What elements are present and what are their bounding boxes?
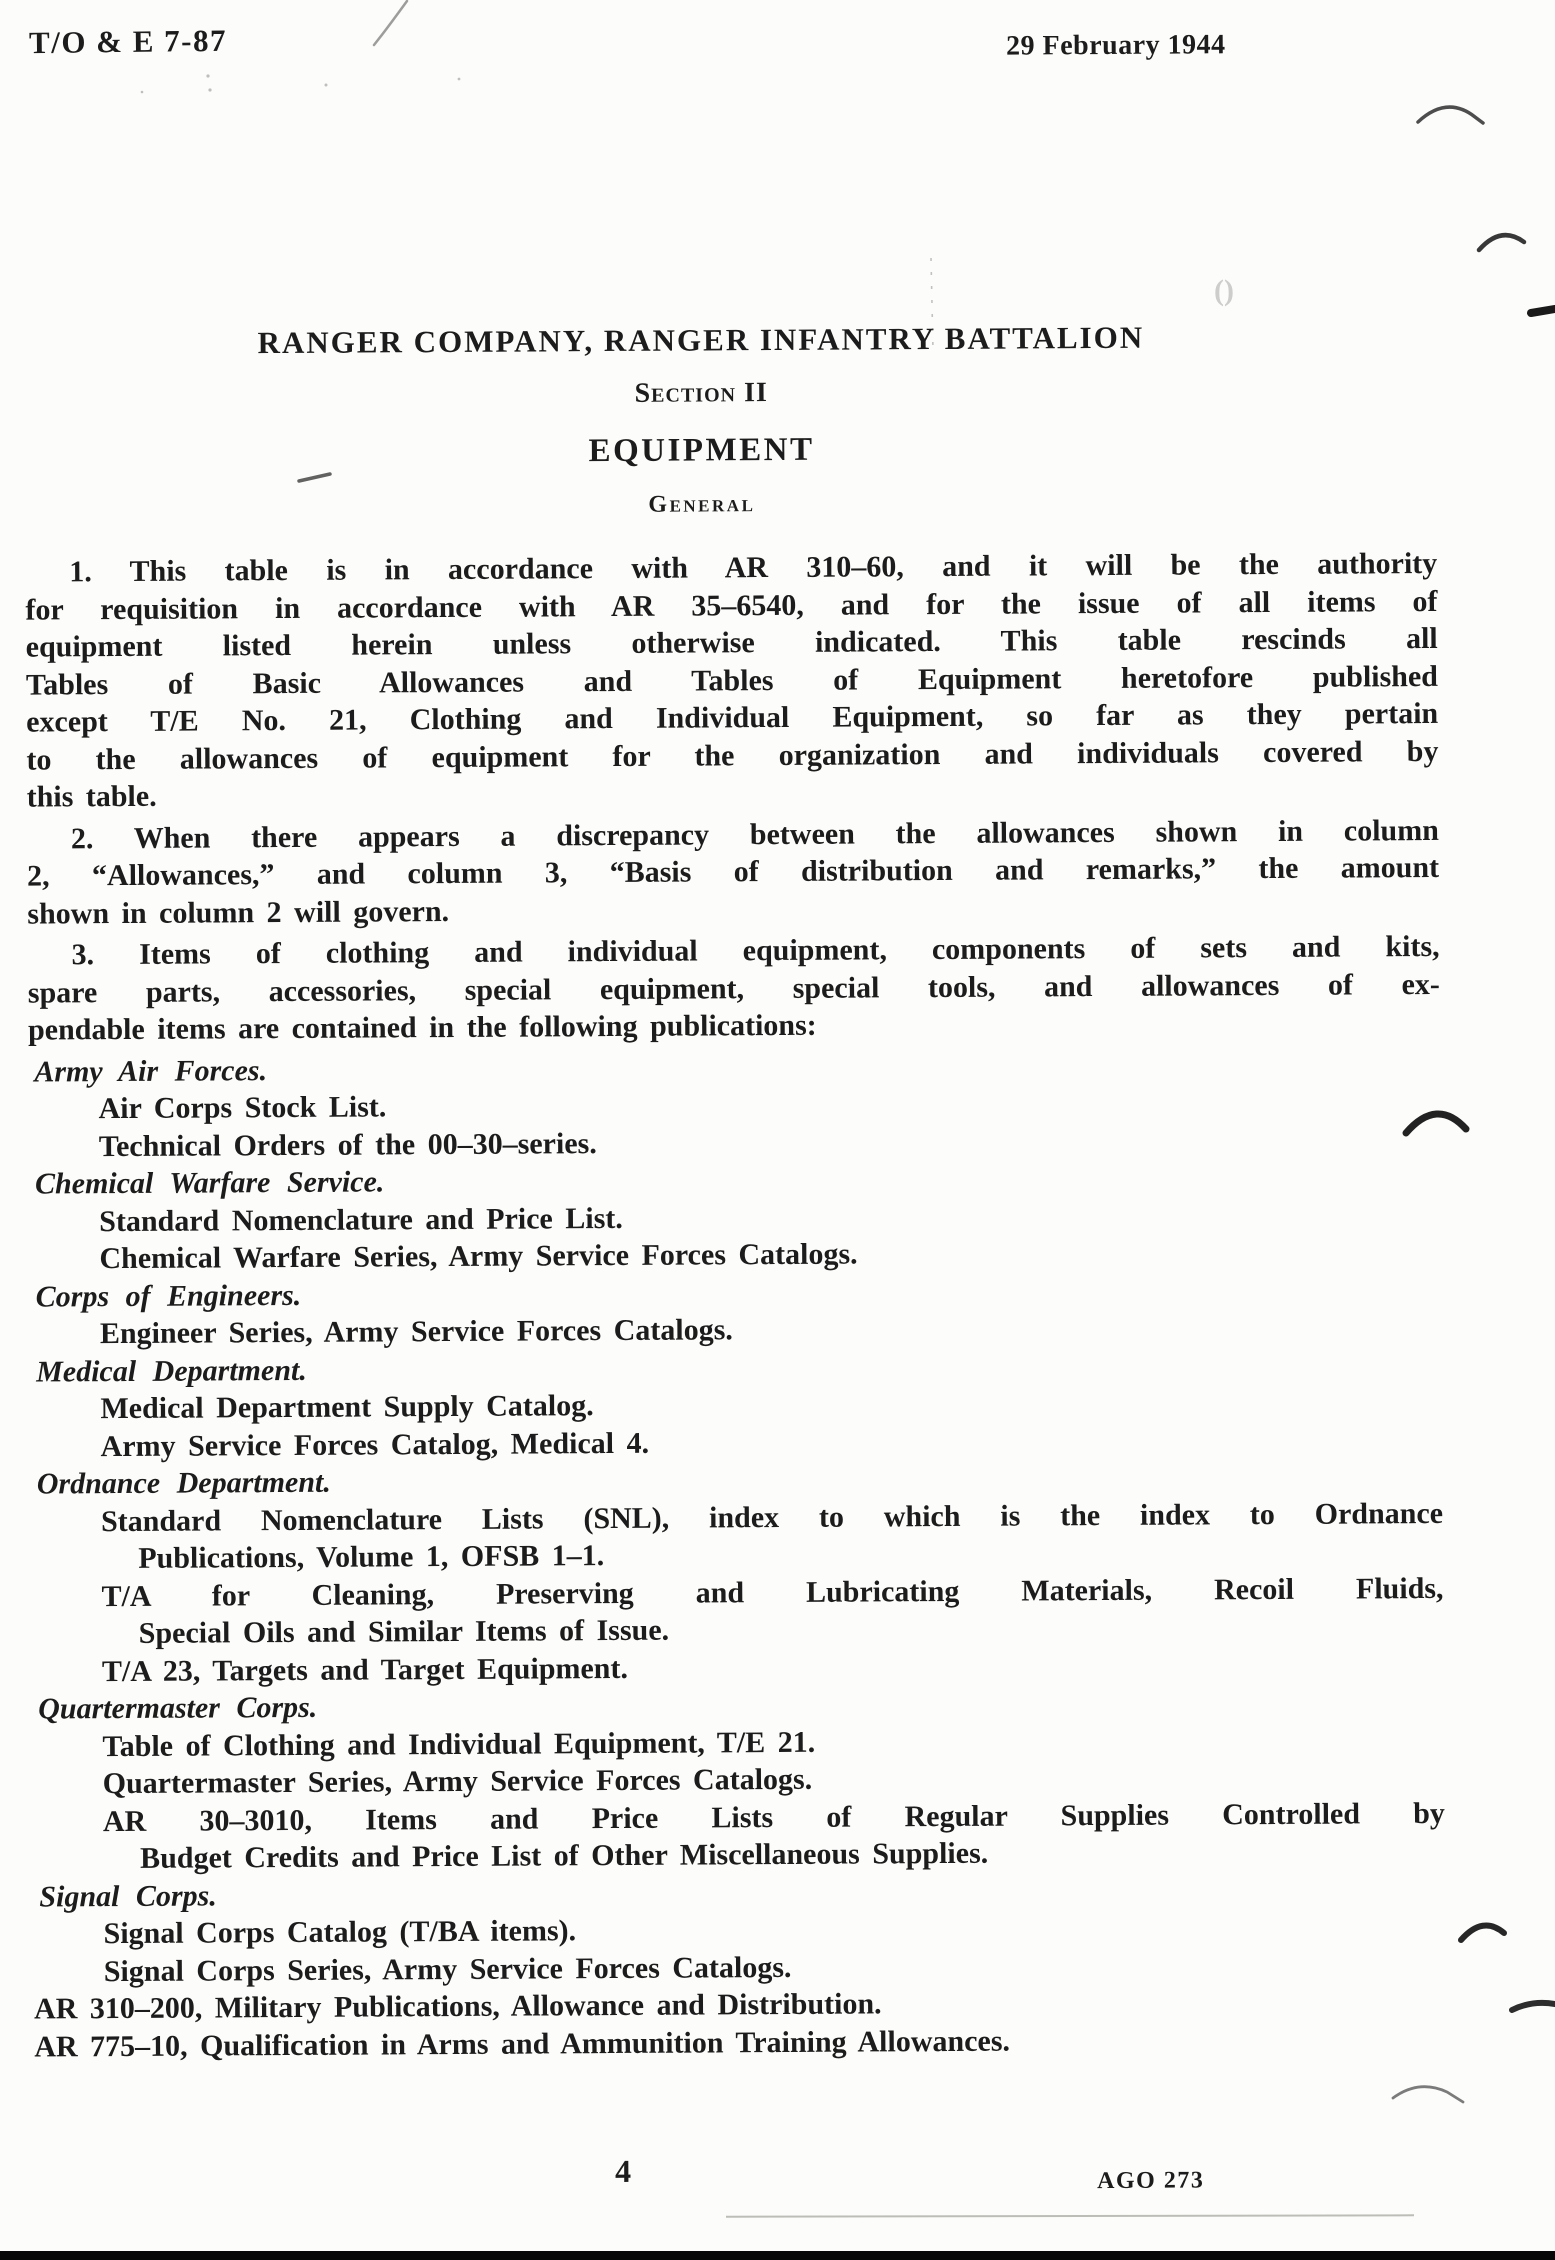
- page-number: 4: [614, 2152, 632, 2190]
- scan-edge-bar: [0, 2251, 1555, 2260]
- paragraphs: [25, 545, 1440, 1049]
- paragraph-line: spare parts, accessories, special equipment, special tools, and allowances of ex-: [27, 967, 1440, 1010]
- publication-item: AR 310–200, Military Publications, Allowance and Distribution.: [33, 1987, 882, 2026]
- publication-item: Chemical Warfare Series, Army Service Forces Catalogs.: [99, 1237, 858, 1276]
- publication-heading: Corps of Engineers.: [35, 1278, 302, 1314]
- paragraph: [27, 928, 1440, 1049]
- publication-item: Technical Orders of the 00–30–series.: [98, 1126, 597, 1163]
- publication-item: T/A for Cleaning, Preserving and Lubricating Materials, Recoil Fluids,: [101, 1571, 1444, 1613]
- publication-item: AR 30–3010, Items and Price Lists of Regular Supplies Controlled by: [102, 1796, 1445, 1838]
- publication-heading: Medical Department.: [36, 1353, 307, 1389]
- section-heading: Section II: [634, 377, 768, 409]
- publication-item: Table of Clothing and Individual Equipment, T/E 21.: [102, 1725, 816, 1763]
- publication-item: AR 775–10, Qualification in Arms and Ammunition Training Allowances.: [34, 2024, 1011, 2064]
- paragraph-line: except T/E No. 21, Clothing and Individual Equipment, so far as they pertain: [26, 696, 1439, 739]
- publication-heading: Army Air Forces.: [34, 1053, 268, 1089]
- paragraph-line: equipment listed herein unless otherwise indicated. This table rescinds all: [25, 621, 1438, 664]
- publication-item: Standard Nomenclature Lists (SNL), index to which is the index to Ordnance: [100, 1496, 1444, 1538]
- publication-heading: Signal Corps.: [39, 1878, 217, 1914]
- publication-item: Signal Corps Catalog (T/BA items).: [103, 1914, 577, 1951]
- paragraph-line: shown in column 2 will govern.: [27, 894, 450, 931]
- publication-item: Army Service Forces Catalog, Medical 4.: [100, 1426, 650, 1463]
- publication-heading: Chemical Warfare Service.: [34, 1165, 385, 1201]
- general-heading: General: [648, 491, 756, 518]
- paragraph-line: for requisition in accordance with AR 35–6540, and for the issue of all items of: [25, 584, 1438, 627]
- paragraph-line: pendable items are contained in the following publications:: [27, 1008, 817, 1047]
- equipment-heading: EQUIPMENT: [588, 431, 815, 470]
- paragraph-line: 2, “Allowances,” and column 3, “Basis of distribution and remarks,” the amount: [27, 850, 1440, 893]
- publication-item: Engineer Series, Army Service Forces Catalogs.: [99, 1313, 733, 1351]
- publication-item: Publications, Volume 1, OFSB 1–1.: [138, 1539, 605, 1575]
- publication-item: Standard Nomenclature and Price List.: [99, 1201, 623, 1238]
- publication-item: Air Corps Stock List.: [98, 1090, 387, 1126]
- publication-item: Medical Department Supply Catalog.: [100, 1389, 594, 1426]
- publication-heading: Ordnance Department.: [36, 1465, 331, 1501]
- publications-list: [28, 1044, 1446, 2065]
- body-text: [25, 541, 1446, 2066]
- paragraph-line: 3. Items of clothing and individual equipment, components of sets and kits,: [71, 929, 1440, 972]
- paragraph-line: 2. When there appears a discrepancy between the allowances shown in column: [70, 813, 1439, 855]
- doc-number: T/O & E 7-87: [28, 22, 228, 61]
- paragraph-line: Tables of Basic Allowances and Tables of Equipment heretofore published: [25, 659, 1439, 702]
- publication-item: Signal Corps Series, Army Service Forces Catalogs.: [103, 1950, 792, 1988]
- publication-heading: Quartermaster Corps.: [38, 1690, 318, 1726]
- publication-item: Special Oils and Similar Items of Issue.: [138, 1613, 670, 1650]
- paragraph: [27, 811, 1440, 932]
- scan-artifact-paren: (﻿): [1214, 274, 1234, 307]
- publication-item: Budget Credits and Price List of Other Miscellaneous Supplies.: [140, 1836, 989, 1875]
- doc-date: 29 February 1944: [1005, 29, 1226, 62]
- paragraph: [25, 545, 1439, 816]
- paragraph-line: to the allowances of equipment for the organization and individuals covered by: [26, 734, 1439, 777]
- title-block: [16, 318, 1387, 522]
- paragraph-line: this table.: [26, 779, 157, 814]
- publication-item: Quartermaster Series, Army Service Forces Catalogs.: [102, 1762, 813, 1801]
- publication-item: T/A 23, Targets and Target Equipment.: [101, 1651, 629, 1688]
- paragraph-line: 1. This table is in accordance with AR 310–60, and it will be the authority: [69, 546, 1438, 589]
- page-title: RANGER COMPANY, RANGER INFANTRY BATTALION: [257, 319, 1145, 361]
- ago-code: AGO 273: [1097, 2167, 1205, 2195]
